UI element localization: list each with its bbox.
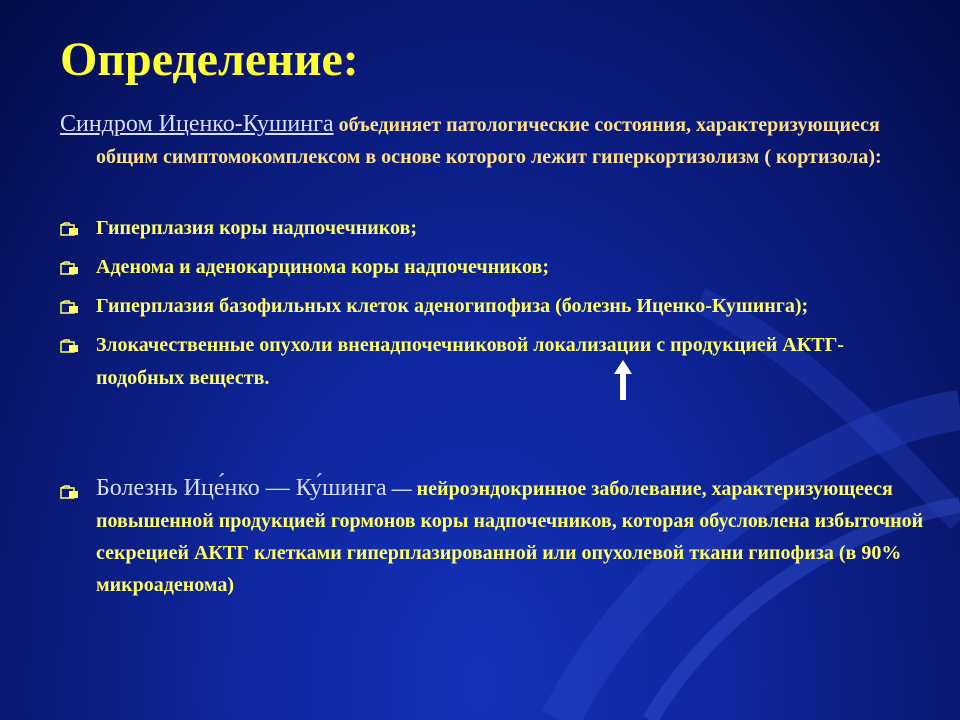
intro-text: объединяет патологические состояния, характеризующиеся общим симптомокомплексом в основе которого лежит гиперкортизолизм ( кортизола): [96, 114, 882, 168]
list-item-text: Злокачественные опухоли вненадпочечниковой локализации с продукцией АКТГ-подобных веществ. [96, 334, 844, 389]
disease-term: Болезнь Ице́нко — Ку́шинга [96, 475, 387, 501]
list-item-text: Аденома и аденокарцинома коры надпочечников; [96, 256, 549, 278]
folder-bullet-icon [60, 339, 80, 353]
folder-bullet-icon [60, 300, 80, 314]
definition-text: нейроэндокринное заболевание, характеризующееся повышенной продукцией гормонов коры надпочечников, которая обусловлена избыточной секрецией АКТГ клетками гиперплазированной или опухолевой ткани гипофиза (в 90% микроаденома) [96, 478, 924, 596]
list-item [60, 329, 880, 395]
folder-bullet-icon [60, 261, 80, 275]
slide-title: Определение: [60, 33, 359, 86]
list-item [60, 251, 880, 284]
definition-dash: — [386, 478, 417, 500]
folder-bullet-icon [60, 485, 80, 499]
up-arrow-icon [612, 358, 634, 402]
syndrome-term: Синдром Иценко-Кушинга [60, 111, 334, 137]
definition-paragraph [60, 472, 926, 601]
list-item-text: Гиперплазия базофильных клеток аденогипофиза (болезнь Иценко-Кушинга); [96, 295, 809, 317]
list-item [60, 212, 880, 245]
cause-list [60, 212, 880, 401]
list-item [60, 290, 880, 323]
intro-paragraph [60, 108, 916, 173]
folder-bullet-icon [60, 222, 80, 236]
list-item-text: Гиперплазия коры надпочечников; [96, 217, 417, 239]
